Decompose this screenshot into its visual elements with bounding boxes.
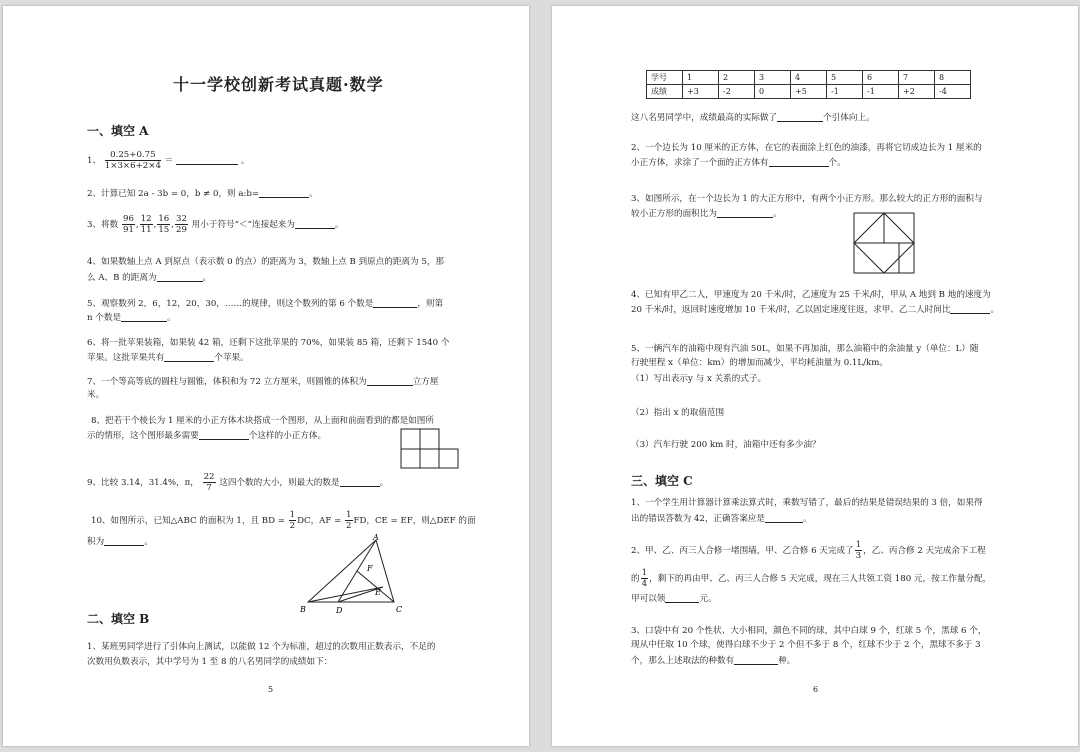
q-end: 。	[167, 313, 176, 323]
q-text: 10、如图所示，已知△ABC 的面积为 1，且 BD =	[91, 516, 288, 526]
question-a9	[87, 472, 388, 493]
table-cell: 6	[863, 71, 899, 85]
question-b1-end	[631, 110, 875, 125]
question-c3-line3	[631, 653, 795, 668]
fraction	[203, 472, 216, 493]
page-number: 6	[813, 685, 819, 694]
q-end: 。	[772, 209, 782, 219]
numerator: 32	[176, 214, 187, 224]
question-b3-line2	[631, 206, 782, 221]
q-text: 20 千米/时，返回时速度增加 10 千米/时，乙以固定速度往返，求甲、乙二人时间比	[631, 305, 951, 315]
label-d: D	[336, 606, 343, 614]
table-cell: 4	[791, 71, 827, 85]
question-b5-sub2: （2）指出 x 的取值范围	[631, 408, 725, 418]
q-text: 么 A、B 的距离为	[87, 273, 157, 283]
question-b5-sub3: （3）汽车行驶 200 km 时，油箱中还有多少油？	[631, 440, 821, 450]
equals: ＝	[164, 156, 174, 166]
question-a8-line1: 8、把若干个棱长为 1 厘米的小正方体木块搭成一个图形，从上面和前面看到的都是如图所	[91, 416, 434, 426]
fraction	[289, 510, 296, 531]
fraction	[641, 568, 648, 589]
question-c3-line2: 现从中任取 10 个球，使得白球不少于 2 个但不多于 8 个，红球不少于 2 个，黑球不多于 3	[631, 640, 981, 650]
table-cell: 8	[935, 71, 971, 85]
fraction	[140, 214, 153, 235]
denominator: 11	[140, 225, 152, 235]
question-c2-line2	[631, 568, 991, 589]
answer-blank[interactable]	[157, 270, 203, 282]
question-b1-line2: 次数用负数表示，其中学号为 1 至 8 的八名男同学的成绩如下：	[87, 657, 333, 667]
question-a5-line2	[87, 310, 176, 325]
denominator: 4	[641, 579, 648, 589]
table-cell: -4	[935, 85, 971, 99]
q-text: 立方厘	[412, 377, 439, 387]
table-cell: 成绩	[647, 85, 683, 99]
answer-blank[interactable]	[176, 153, 238, 165]
answer-blank[interactable]	[717, 206, 773, 218]
q-text: 甲可以领	[631, 594, 666, 604]
table-cell: +5	[791, 85, 827, 99]
answer-blank[interactable]	[950, 302, 990, 314]
q-end: 。	[802, 514, 812, 524]
question-a10-line2	[87, 534, 153, 549]
q-text: 7、一个等高等底的圆柱与圆锥，体积和为 72 立方厘米，则圆锥的体积为	[87, 377, 367, 387]
answer-blank[interactable]	[104, 534, 144, 546]
q-end: 。	[202, 273, 212, 283]
triangle-abc	[308, 540, 394, 602]
fraction	[175, 214, 188, 235]
q-text: 3、将数	[87, 220, 119, 230]
label-e: E	[375, 588, 381, 597]
table-cell: 0	[755, 85, 791, 99]
question-c1-line2	[631, 511, 812, 526]
q-end: 个引体向上。	[823, 113, 875, 123]
question-b4-line1: 4、已知有甲乙二人，甲速度为 20 千米/时，乙速度为 25 千米/时，甲从 A 地到 B 地的速度为	[631, 290, 991, 300]
table-row	[647, 85, 971, 99]
question-a7-line2: 米。	[87, 390, 105, 400]
label-f: F	[367, 564, 373, 573]
question-a7-line1	[87, 374, 438, 389]
question-a10-line1	[91, 510, 476, 531]
answer-blank[interactable]	[164, 350, 214, 362]
table-cell: -2	[719, 85, 755, 99]
question-a4-line2	[87, 270, 211, 285]
page-6	[552, 6, 1078, 746]
q-end: 。	[379, 478, 389, 488]
question-b4-line2	[631, 302, 999, 317]
q-end: 个。	[828, 158, 846, 168]
q-end: 。	[990, 305, 1000, 315]
page-number: 5	[268, 685, 274, 694]
numerator: 1	[289, 510, 296, 520]
answer-blank[interactable]	[665, 591, 699, 603]
denominator: 15	[158, 225, 170, 235]
q-end: 。	[240, 156, 250, 166]
question-a6-line1: 6、将一批苹果装箱，如果装 42 箱，还剩下这批苹果的 70%，如果装 85 箱，还剩下 1540 个	[87, 338, 450, 348]
answer-blank[interactable]	[295, 217, 335, 229]
grid-bottom-row	[401, 449, 458, 468]
page-title: 十一学校创新考试真题·数学	[173, 75, 384, 94]
answer-blank[interactable]	[769, 155, 829, 167]
numerator: 96	[122, 214, 134, 224]
question-b1-line1: 1、某班男同学进行了引体向上测试，以能做 12 个为标准，超过的次数用正数表示，不足的	[87, 642, 436, 652]
q-end: 种。	[778, 656, 796, 666]
numerator: 16	[158, 214, 170, 224]
question-a6-line2	[87, 350, 249, 365]
question-a4-line1: 4、如果数轴上点 A 到原点（表示数 0 的点）的距离为 3，数轴上点 B 到原点的距离为 5，那	[87, 257, 445, 267]
answer-blank[interactable]	[259, 186, 309, 198]
q-text: 这八名男同学中，成绩最高的实际做了	[631, 113, 778, 123]
answer-blank[interactable]	[199, 428, 249, 440]
q-end: 。	[144, 537, 153, 547]
q-text: 苹果。这批苹果共有	[87, 353, 165, 363]
question-a3: 3、将数 $\frac{96}{91}$ , $\frac{12}{11}$ , $\frac{16}{15}$ , $\frac{32}{29}$ 用小于符号“＜”连接起来为 。	[87, 214, 344, 235]
q-text: 积为	[87, 537, 105, 547]
numerator: 1	[855, 540, 862, 550]
fraction	[345, 510, 352, 531]
q-text: DC，AF =	[297, 516, 345, 526]
table-cell: -1	[863, 85, 899, 99]
answer-blank[interactable]	[734, 653, 778, 665]
table-cell: +3	[683, 85, 719, 99]
q-text: 小正方体，求涂了一个面的正方体有	[631, 158, 769, 168]
q-text: ，乙、丙合修 2 天完成余下工程	[863, 546, 986, 556]
numerator: 1	[346, 510, 352, 520]
q-text: 5、观察数列 2，6，12，20，30，……的规律，则这个数列的第 6 个数是	[87, 299, 374, 309]
answer-blank[interactable]	[340, 475, 380, 487]
score-table	[646, 70, 971, 99]
q-end: 元。	[699, 594, 717, 604]
numerator: 12	[140, 214, 152, 224]
section-b-heading: 二、填空 B	[87, 612, 150, 626]
question-c2-line1	[631, 540, 986, 561]
section-a-heading: 一、填空 A	[87, 124, 149, 138]
q-number: 1、	[87, 156, 102, 166]
answer-blank[interactable]	[367, 374, 413, 386]
denominator: 91	[122, 225, 134, 235]
q-text: 示的情形，这个图形最多需要	[87, 431, 199, 441]
question-b3-line1: 3、如图所示，在一个边长为 1 的大正方形中，有两个小正方形。那么较大的正方形的面积与	[631, 194, 983, 204]
table-cell: 2	[719, 71, 755, 85]
q-text: 这四个数的大小，则最大的数是	[219, 478, 340, 488]
table-cell: 学号	[647, 71, 683, 85]
fraction	[157, 214, 170, 235]
q-text: 出的错误答数为 42，正确答案应是	[631, 514, 765, 524]
grid-view-figure	[400, 428, 460, 470]
question-a8-line2	[87, 428, 326, 443]
q-text: 用小于符号“＜”连接起来为	[191, 220, 295, 230]
table-cell: 7	[899, 71, 935, 85]
denominator: 29	[176, 225, 187, 235]
q-text: 较小正方形的面积比为	[631, 209, 717, 219]
denominator: 2	[346, 521, 352, 531]
question-a1	[87, 150, 249, 171]
q-text: 9、比较 3.14，31.4%，π，	[87, 478, 199, 488]
q-text: 个，那么上述取法的种数有	[631, 656, 735, 666]
table-cell: 3	[755, 71, 791, 85]
q-end: 。	[335, 220, 344, 230]
question-c3-line1: 3、口袋中有 20 个性状、大小相同，颜色不同的球，其中白球 9 个，红球 5 个，黑球 6 个，	[631, 626, 987, 636]
q-text: ，则第	[417, 299, 444, 309]
q-text: n 个数是	[87, 313, 122, 323]
label-c: C	[396, 605, 403, 614]
numerator: 1	[641, 568, 648, 578]
question-c2-line3	[631, 591, 717, 606]
q-text: 2、计算已知 2a - 3b = 0，b ≠ 0，则 a:b=	[87, 189, 260, 199]
denominator: 2	[289, 521, 296, 531]
q-text: FD，CE = EF，则△DEF 的面	[353, 516, 476, 526]
label-a: A	[373, 534, 379, 542]
q-end: 个苹果。	[214, 353, 249, 363]
table-cell: -1	[827, 85, 863, 99]
table-cell: +2	[899, 85, 935, 99]
page-5	[3, 6, 529, 746]
question-b2-line2	[631, 155, 846, 170]
denominator: 7	[206, 483, 212, 493]
squares-figure	[853, 212, 917, 276]
q-text: ，剩下的再由甲、乙、丙三人合修 5 天完成，现在三人共领工资 180 元，按工作量分配，	[649, 574, 992, 584]
question-b2-line1: 2、一个边长为 10 厘米的正方体，在它的表面涂上红色的油漆，再将它切成边长为 1 厘米的	[631, 143, 982, 153]
fraction	[122, 214, 135, 235]
table-row	[647, 71, 971, 85]
question-a5-line1	[87, 296, 443, 311]
answer-blank[interactable]	[765, 511, 803, 523]
section-c-heading: 三、填空 C	[631, 474, 693, 488]
label-b: B	[300, 605, 306, 614]
fraction	[105, 150, 161, 171]
line-fc	[357, 571, 394, 602]
numerator: 0.25+0.75	[105, 150, 161, 161]
question-a2	[87, 186, 318, 201]
table-cell: 5	[827, 71, 863, 85]
answer-blank[interactable]	[777, 110, 823, 122]
answer-blank[interactable]	[121, 310, 167, 322]
fraction	[855, 540, 862, 561]
answer-blank[interactable]	[373, 296, 417, 308]
question-b5-sub1: （1）写出表示y 与 x 关系的式子。	[631, 374, 767, 384]
triangle-figure	[296, 534, 416, 614]
question-b5-line1: 5、一辆汽车的油箱中现有汽油 50L，如果不再加油，那么油箱中的余油量 y（单位：L）随	[631, 344, 979, 354]
table-cell: 1	[683, 71, 719, 85]
q-text: 2、甲、乙、丙三人合修一堵围墙，甲、乙合修 6 天完成了	[631, 546, 854, 556]
q-end: 个这样的小正方体。	[248, 431, 327, 441]
q-end: 。	[309, 189, 318, 199]
denominator: 3	[855, 551, 862, 561]
question-b5-line2: 行驶里程 x（单位：km）的增加而减少，平均耗油量为 0.1L/km。	[631, 358, 888, 368]
denominator: 1×3×6+2×4	[104, 161, 161, 171]
question-c1-line1: 1、一个学生用计算器计算乘法算式时，乘数写错了，最后的结果是错误结果的 3 倍，如果得	[631, 498, 983, 508]
numerator: 22	[203, 472, 215, 482]
q-text: 的	[631, 574, 640, 584]
